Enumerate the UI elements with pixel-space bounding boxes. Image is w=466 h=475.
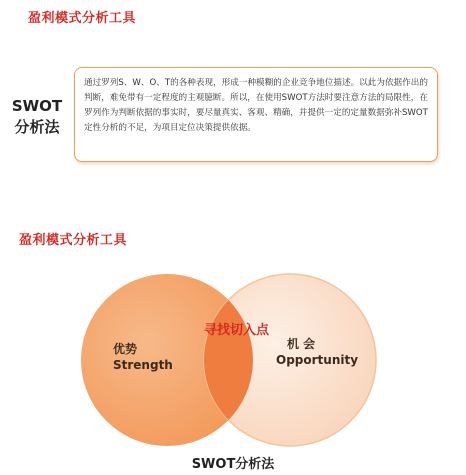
diagram-caption: SWOT分析法: [191, 457, 275, 472]
description-text: 通过罗列S、W、O、T的各种表现，形成一种模糊的企业竞争地位描述。以此为依据作出的判断，难免带有一定程度的主观臆断。所以，在使用SWOT方法时要注意方法的局限性，在罗列作为判断依据的事实时，要尽量真实、客观、精确，并提供一定的定量数据弥补SWOT定性分析的不足，为项目定位决策提供依据。: [84, 78, 428, 133]
section-heading: 盈利模式分析工具: [19, 233, 128, 248]
swot-side-label-line2: 分析法: [14, 118, 60, 136]
strength-label-cn: 优势: [113, 342, 138, 356]
intersection-label: 寻找切入点: [204, 323, 270, 338]
opportunity-label-en: Opportunity: [276, 353, 359, 367]
page-heading: 盈利模式分析工具: [28, 11, 137, 26]
opportunity-label-cn: 机 会: [287, 337, 316, 351]
swot-side-label-line1: SWOT: [11, 97, 63, 115]
strength-label-en: Strength: [113, 358, 173, 372]
